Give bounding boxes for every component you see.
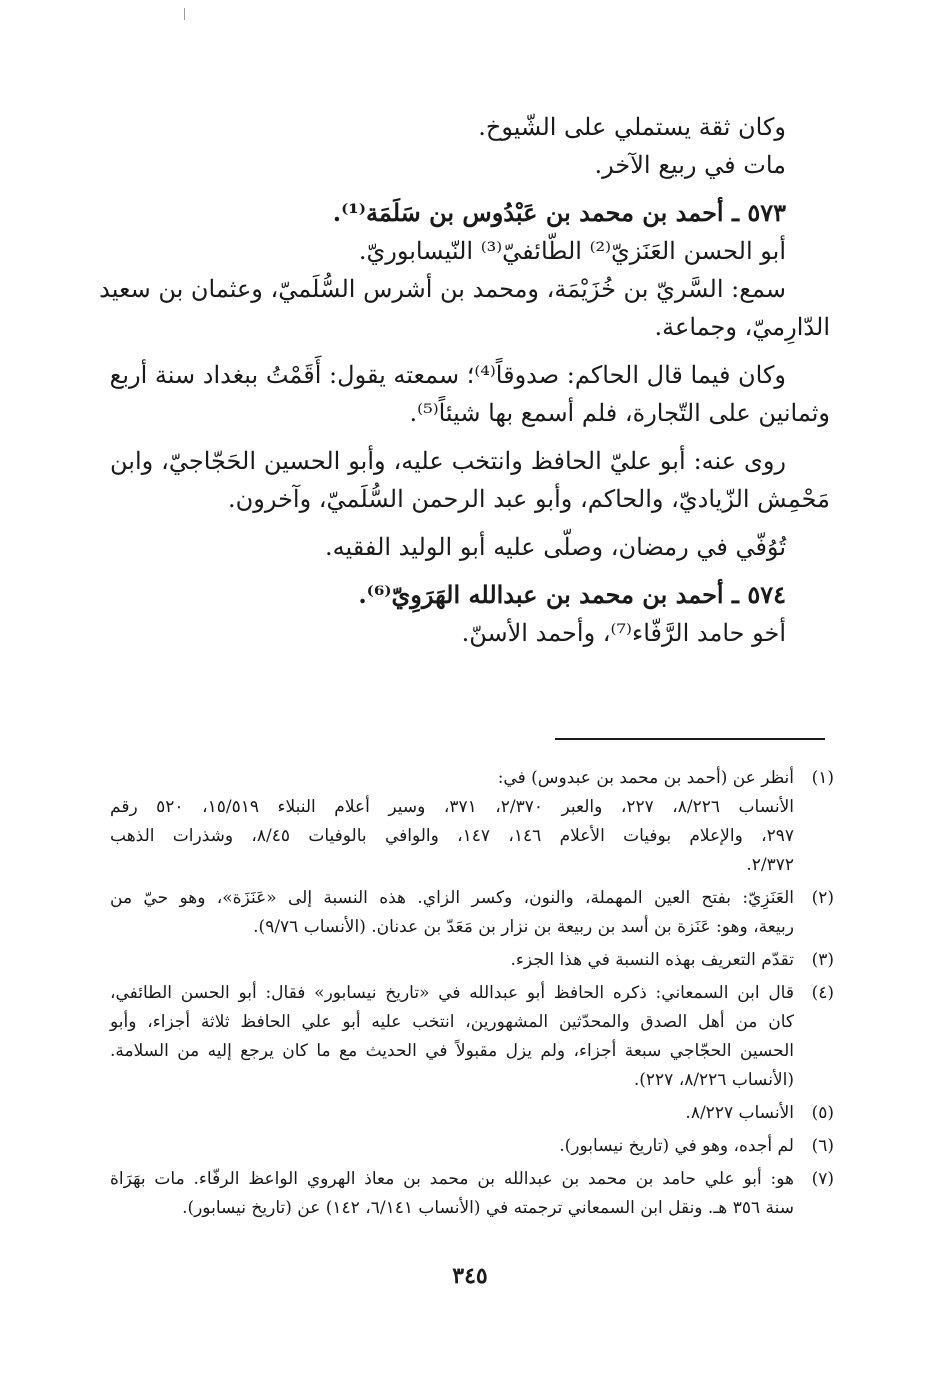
footnote bbox=[110, 1132, 834, 1161]
footnote-number: (٣) bbox=[811, 950, 834, 970]
footnote bbox=[110, 884, 834, 942]
text-line: أبو الحسن العَنَزيّ⁽²⁾ الطّائفيّ⁽³⁾ النّيسابوريّ. bbox=[358, 237, 786, 265]
main-text bbox=[99, 108, 830, 652]
footnote-line: هو: أبو علي حامد بن محمد بن عبدالله بن محمد بن معاذ الهروي الواعظ الرفّاء. مات بهَرَاة bbox=[110, 1169, 794, 1189]
footnote-line: الحسين الحجّاجي سبعة أجزاء، ولم يزل مقبولاً في الحديث مع ما كان يرجع إليه من السلامة. bbox=[110, 1041, 794, 1061]
footnote bbox=[110, 946, 834, 975]
footnotes bbox=[110, 764, 834, 1227]
footnote-line: لم أجده، وهو في (تاريخ نيسابور). bbox=[559, 1136, 794, 1156]
footnote-line: سنة ٣٥٦ هـ. ونقل ابن السمعاني ترجمته في (الأنساب ٦/١٤١، ١٤٢) عن (تاريخ نيسابور). bbox=[182, 1198, 794, 1218]
footnote-line: (الأنساب ٨/٢٢٦، ٢٢٧). bbox=[633, 1070, 794, 1090]
text-line: مَحْمِش الزّياديّ، والحاكم، وأبو عبد الرحمن السُّلَميّ، وآخرون. bbox=[227, 485, 830, 513]
text-line: أخو حامد الرَّفّاء⁽⁷⁾، وأحمد الأسنّ. bbox=[461, 619, 786, 647]
text-line: روى عنه: أبو عليّ الحافظ وانتخب عليه، وأبو الحسين الحَجّاجيّ، وابن bbox=[110, 447, 787, 475]
entry-heading-574: ٥٧٤ ـ أحمد بن محمد بن عبدالله الهَرَوِيّ⁽⁶⁾. bbox=[358, 580, 786, 609]
footnote-line: قال ابن السمعاني: ذكره الحافظ أبو عبدالله في «تاريخ نيسابور» فقال: أبو الحسن الطائفي، bbox=[110, 983, 794, 1003]
text-line: وكان ثقة يستملي على الشّيوخ. bbox=[478, 113, 786, 141]
footnote-line: ٢٩٧، والإعلام بوفيات الأعلام ١٤٦، ١٤٧، والوافي بالوفيات ٨/٤٥، وشذرات الذهب bbox=[110, 826, 794, 846]
text-line: الدّارِميّ، وجماعة. bbox=[654, 313, 830, 341]
crop-mark bbox=[184, 8, 185, 20]
footnote bbox=[110, 1099, 834, 1128]
footnote-line: ٢/٣٧٢. bbox=[746, 855, 794, 875]
footnote-line: الأنساب ٨/٢٢٧. bbox=[685, 1103, 794, 1123]
text-line: مات في ربيع الآخر. bbox=[594, 151, 786, 179]
footnote-separator bbox=[555, 738, 825, 740]
footnote-number: (٦) bbox=[811, 1136, 834, 1156]
footnote-line: الأنساب ٨/٢٢٦، ٢٢٧، والعبر ٢/٣٧٠، ٣٧١، وسير أعلام النبلاء ١٥/٥١٩، ٥٢٠ رقم bbox=[110, 797, 795, 817]
text-line: وكان فيما قال الحاكم: صدوقاً⁽⁴⁾؛ سمعته يقول: أَقَمْتُ ببغداد سنة أربع bbox=[109, 361, 786, 389]
text-line: سمع: السَّريّ بن خُزَيْمَة، ومحمد بن أشرس السُّلَميّ، وعثمان بن سعيد bbox=[99, 275, 786, 303]
footnote bbox=[110, 764, 834, 880]
page-number: ٣٤٥ bbox=[452, 1263, 488, 1289]
footnote-line: كان من أهل الصدق والمحدّثين المشهورين، انتخب عليه أبو علي الحافظ ثلاثة أجزاء، وأبو bbox=[110, 1012, 794, 1032]
footnote-line: أنظر عن (أحمد بن محمد بن عبدوس) في: bbox=[497, 768, 794, 788]
footnote-number: (١) bbox=[811, 768, 834, 788]
footnote-line: العَنَزِيّ: بفتح العين المهملة، والنون، وكسر الزاي. هذه النسبة إلى «عَنَزَة»، وهو حيّ من bbox=[110, 888, 794, 908]
footnote-line: تقدّم التعريف بهذه النسبة في هذا الجزء. bbox=[510, 950, 794, 970]
footnote-number: (٤) bbox=[811, 983, 834, 1003]
footnote bbox=[110, 1165, 834, 1223]
footnote-number: (٢) bbox=[811, 888, 834, 908]
footnote-line: ربيعة، وهو: عَنَزة بن أسد بن ربيعة بن نزار بن مَعَدّ بن عدنان. (الأنساب ٩/٧٦). bbox=[253, 917, 794, 937]
footnote bbox=[110, 979, 834, 1095]
text-line: تُوُفّي في رمضان، وصلّى عليه أبو الوليد الفقيه. bbox=[325, 533, 786, 561]
entry-heading-573: ٥٧٣ ـ أحمد بن محمد بن عَبْدُوس بن سَلَمَة⁽¹⁾. bbox=[332, 198, 786, 227]
footnote-number: (٥) bbox=[811, 1103, 834, 1123]
text-line: وثمانين على التّجارة، فلم أسمع بها شيئاً⁽⁵⁾. bbox=[409, 399, 830, 427]
footnote-number: (٧) bbox=[811, 1169, 834, 1189]
